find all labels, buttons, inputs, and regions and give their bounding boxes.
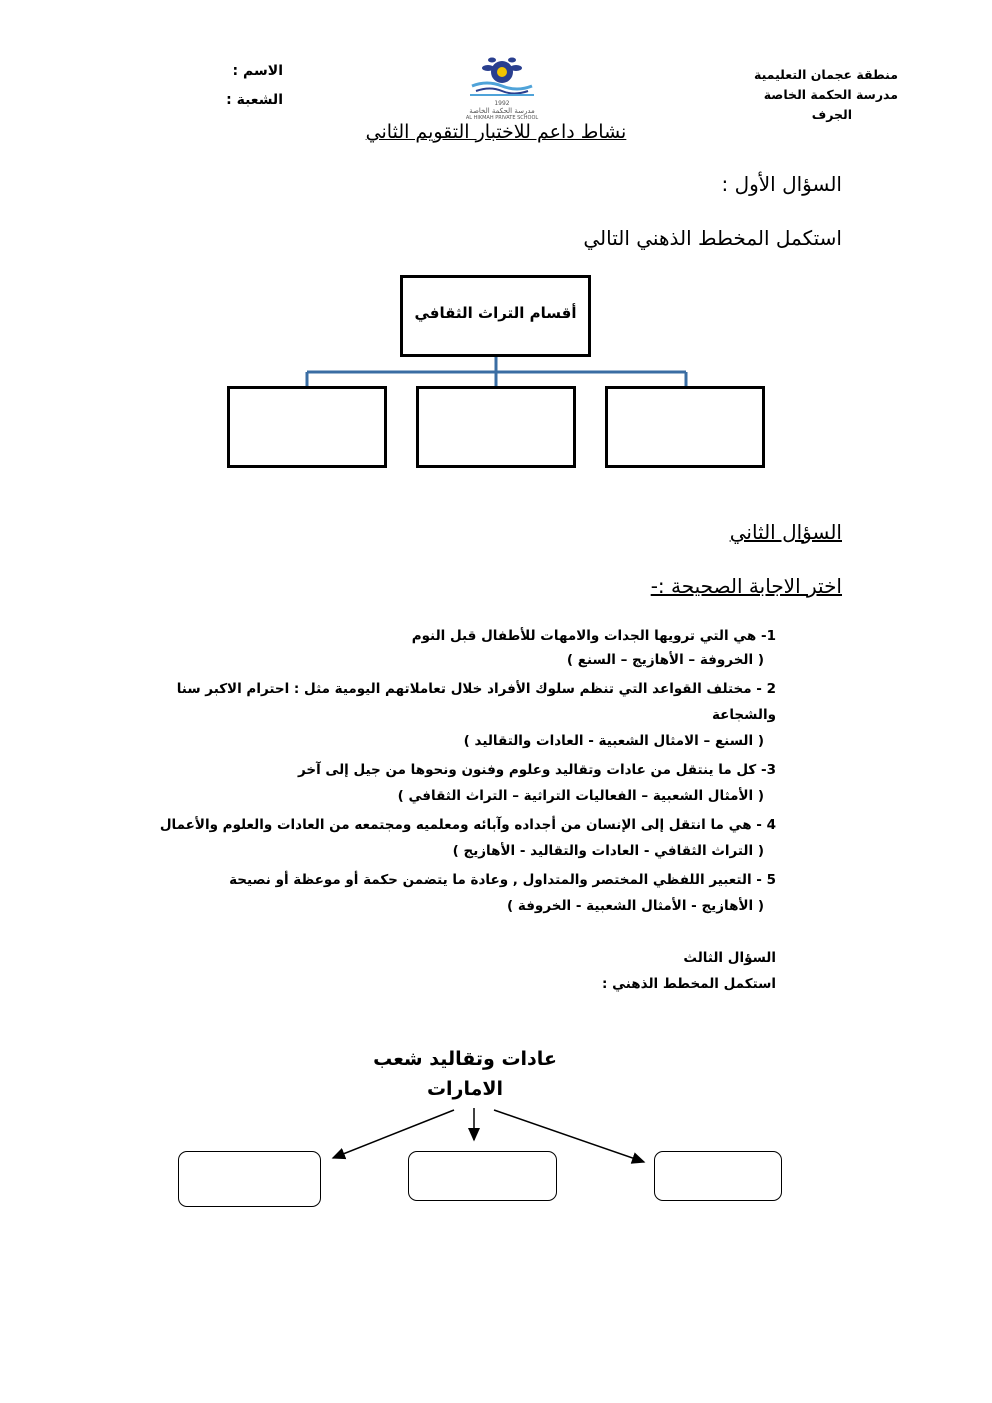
q2-item-2-text: 2 - مختلف القواعد التي تنظم سلوك الأفراد خلال تعاملاتهم اليومية مثل : احترام الاكبر سنا [176, 681, 776, 697]
mindmap2-child-right[interactable] [654, 1151, 782, 1201]
mindmap2-child-left[interactable] [178, 1151, 321, 1207]
question3-instruction: استكمل المخطط الذهني : [602, 976, 776, 992]
q2-item-5-options[interactable]: ( الأهازيج - الأمثال الشعبية - الخروفة ) [507, 898, 764, 914]
question3-heading: السؤال الثالث [683, 950, 776, 966]
school-name: مدرسة الحكمة الخاصة [763, 87, 898, 102]
q2-item-1-options[interactable]: ( الخروفة – الأهازيج – السنع ) [566, 652, 764, 668]
q2-item-4-text: 4 - هي ما انتقل إلى الإنسان من أجداده وآبائه ومعلميه ومجتمعه من العادات والعلوم والأعمال [159, 817, 776, 833]
logo-year: 1992 [494, 100, 510, 107]
logo-name-ar: مدرسة الحكمة الخاصة [469, 107, 535, 115]
mindmap1-root-label: أقسام التراث الثقافي [414, 304, 577, 322]
branch-name: الجرف [811, 107, 852, 122]
question1-instruction: استكمل المخطط الذهني التالي [583, 226, 842, 250]
question2-heading: السؤال الثاني [729, 520, 842, 544]
q2-item-4-options[interactable]: ( التراث الثقافي - العادات والتقاليد - الأهازيج ) [452, 843, 764, 859]
q2-item-2-options[interactable]: ( السنع – الامثال الشعبية - العادات والتقاليد ) [463, 733, 764, 749]
q2-item-3-text: 3- كل ما ينتقل من عادات وتقاليد وعلوم وفنون ونحوها من جيل إلى آخر [297, 762, 776, 778]
q2-item-3-options[interactable]: ( الأمثال الشعبية – الفعاليات التراثية – التراث الثقافي ) [397, 788, 764, 804]
mindmap2-root-line1: عادات وتقاليد شعب [373, 1048, 557, 1070]
student-name-label: الاسم : [232, 63, 283, 79]
region-name: منطقة عجمان التعليمية [754, 67, 898, 82]
q2-item-2-continuation: والشجاعة [711, 707, 776, 723]
question1-heading: السؤال الأول : [721, 172, 842, 196]
mindmap2-child-center[interactable] [408, 1151, 557, 1201]
q2-item-1-text: 1- هي التي ترويها الجدات والامهات للأطفال قبل النوم [411, 628, 776, 644]
question2-instruction: اختر الاجابة الصحيحة :- [650, 574, 842, 598]
student-section-label: الشعبة : [226, 92, 283, 108]
logo-name-en: AL HIKMAH PRIVATE SCHOOL [465, 115, 539, 121]
q2-item-5-text: 5 - التعبير اللفظي المختصر والمتداول , وعادة ما يتضمن حكمة أو موعظة أو نصيحة [229, 872, 776, 888]
page-title: نشاط داعم للاختبار التقويم الثاني [365, 121, 627, 143]
mindmap2-root-line2: الامارات [426, 1078, 504, 1100]
